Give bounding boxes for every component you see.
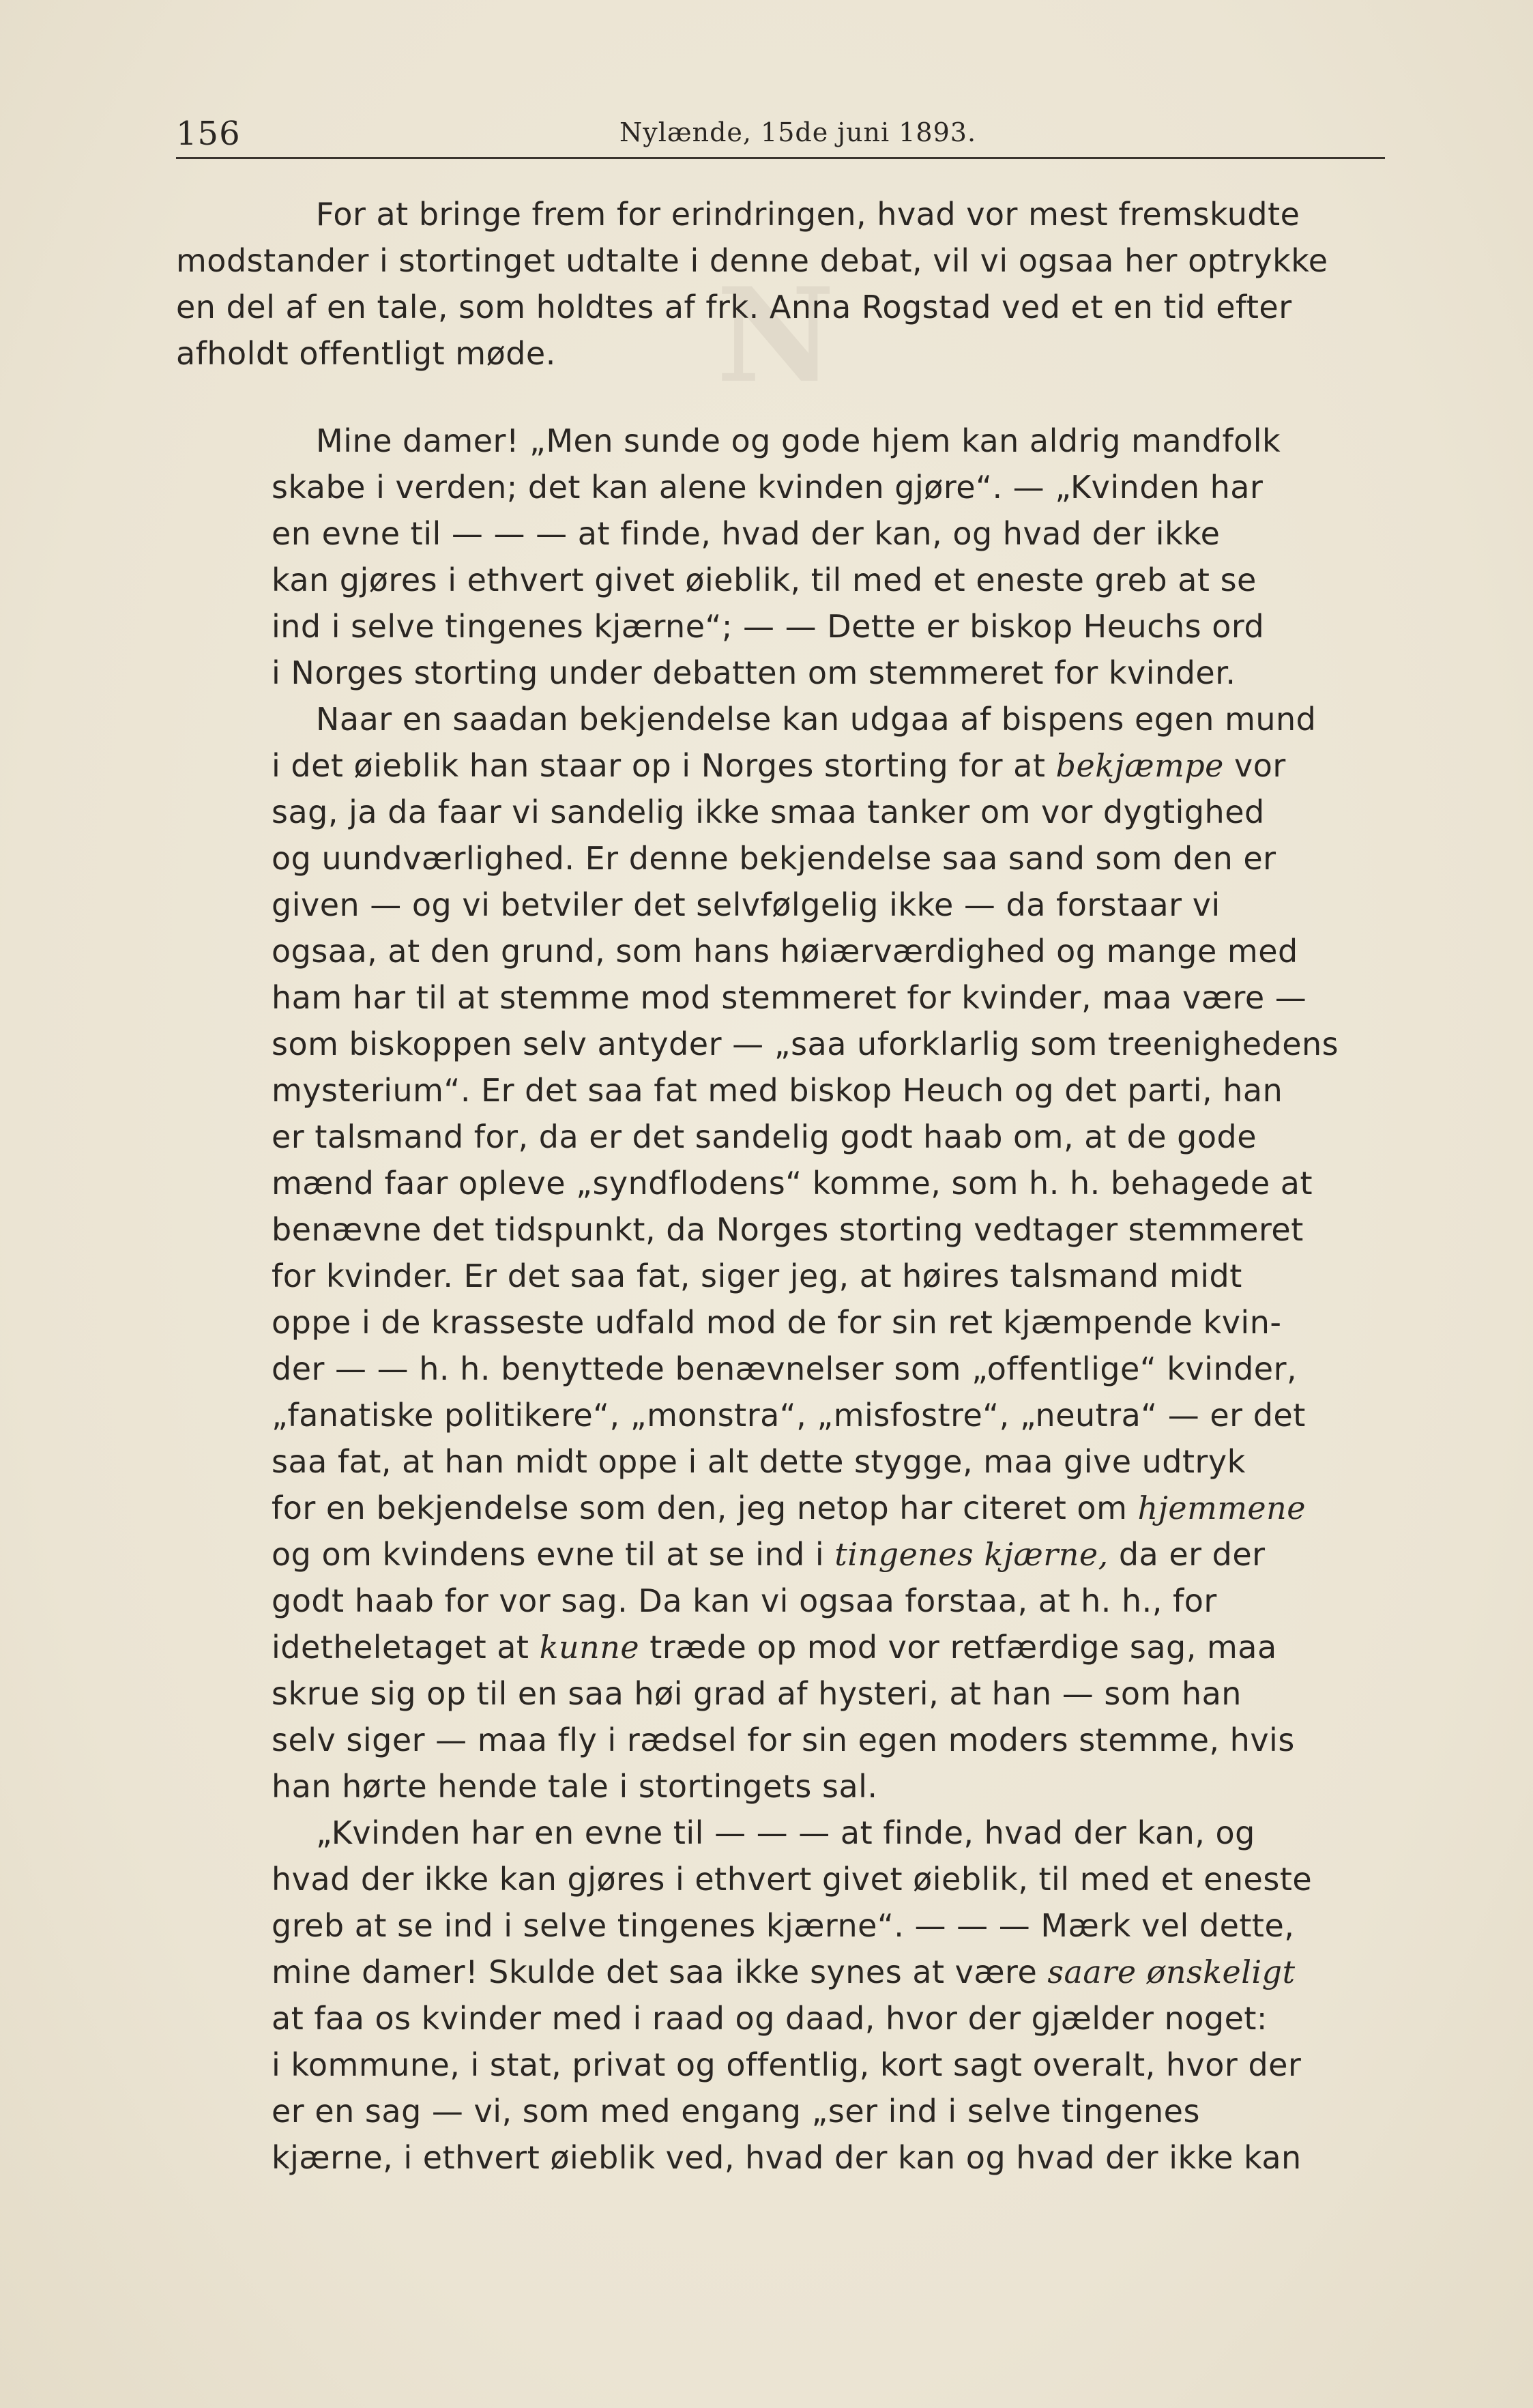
emphasis-text: bekjæmpe xyxy=(1055,747,1224,784)
speech-line: for kvinder. Er det saa fat, siger jeg, at høires talsmand midt xyxy=(272,1258,1242,1294)
speech-line: hvad der ikke kan gjøres i ethvert givet øieblik, til med et eneste xyxy=(272,1861,1313,1898)
emphasis-text: saare ønskeligt xyxy=(1047,1954,1296,1990)
text-run: vor xyxy=(1223,747,1286,784)
speech-line: ham har til at stemme mod stemmeret for kvinder, maa være — xyxy=(272,979,1307,1016)
speech-line: i Norges storting under debatten om stemmeret for kvinder. xyxy=(272,654,1236,691)
speech-line: i kommune, i stat, privat og offentlig, kort sagt overalt, hvor der xyxy=(272,2046,1302,2083)
speech-line: en evne til — — — at finde, hvad der kan, og hvad der ikke xyxy=(272,515,1221,552)
text-run: og om kvindens evne til at se ind i xyxy=(272,1536,835,1573)
speech-line xyxy=(272,742,1404,789)
speech-line: og uundværlighed. Er denne bekjendelse saa sand som den er xyxy=(272,840,1276,877)
intro-line: For at bringe frem for erindringen, hvad vor mest fremskudte xyxy=(316,196,1300,233)
speech-line: han hørte hende tale i stortingets sal. xyxy=(272,1768,878,1805)
speech-line: sag, ja da faar vi sandelig ikke smaa tanker om vor dygtighed xyxy=(272,794,1265,830)
speech-line: kjærne, i ethvert øieblik ved, hvad der kan og hvad der ikke kan xyxy=(272,2139,1302,2176)
text-run: træde op mod vor retfærdige sag, maa xyxy=(639,1629,1277,1666)
emphasis-text: kunne xyxy=(539,1629,640,1666)
speech-line xyxy=(272,1624,1404,1670)
speech-line xyxy=(272,1485,1404,1531)
speech-line: selv siger — maa fly i rædsel for sin egen moders stemme, hvis xyxy=(272,1722,1295,1758)
page-header xyxy=(176,102,1385,159)
speech-line: ind i selve tingenes kjærne“; — — Dette er biskop Heuchs ord xyxy=(272,608,1265,645)
speech-line xyxy=(272,1949,1404,1995)
speech-line: er talsmand for, da er det sandelig godt haab om, at de gode xyxy=(272,1118,1257,1155)
paragraph-gap xyxy=(176,377,1404,418)
intro-line: en del af en tale, som holdtes af frk. Anna Rogstad ved et en tid efter xyxy=(176,289,1292,325)
speech-line: skabe i verden; det kan alene kvinden gjøre“. — „Kvinden har xyxy=(272,469,1264,506)
text-run: i det øieblik han staar op i Norges storting for at xyxy=(272,747,1056,784)
speech-line: Mine damer! „Men sunde og gode hjem kan aldrig mandfolk xyxy=(316,422,1281,459)
speech-line: godt haab for vor sag. Da kan vi ogsaa forstaa, at h. h., for xyxy=(272,1582,1217,1619)
page-number: 156 xyxy=(176,115,241,153)
intro-line: afholdt offentligt møde. xyxy=(176,335,556,372)
speech-line: ogsaa, at den grund, som hans høiærværdighed og mange med xyxy=(272,933,1298,970)
speech-line: saa fat, at han midt oppe i alt dette stygge, maa give udtryk xyxy=(272,1443,1246,1480)
speech-line: Naar en saadan bekjendelse kan udgaa af bispens egen mund xyxy=(316,701,1317,738)
speech-line: mænd faar opleve „syndflodens“ komme, som h. h. behagede at xyxy=(272,1165,1313,1202)
article-body xyxy=(176,191,1404,2181)
speech-line xyxy=(272,1531,1404,1578)
speech-line: skrue sig op til en saa høi grad af hysteri, at han — som han xyxy=(272,1675,1242,1712)
running-head: Nylænde, 15de juni 1893. xyxy=(619,117,977,147)
text-run: for en bekjendelse som den, jeg netop har citeret om xyxy=(272,1490,1138,1526)
speech-line: „fanatiske politikere“, „monstra“, „misfostre“, „neutra“ — er det xyxy=(272,1397,1306,1434)
speech-line: benævne det tidspunkt, da Norges storting vedtager stemmeret xyxy=(272,1211,1304,1248)
text-run: idetheletaget at xyxy=(272,1629,540,1666)
speech-line: kan gjøres i ethvert givet øieblik, til med et eneste greb at se xyxy=(272,562,1257,598)
speech-line: „Kvinden har en evne til — — — at finde, hvad der kan, og xyxy=(316,1814,1255,1851)
speech-line: greb at se ind i selve tingenes kjærne“. — — — Mærk vel dette, xyxy=(272,1907,1295,1944)
speech-line: som biskoppen selv antyder — „saa uforklarlig som treenighedens xyxy=(272,1026,1339,1062)
text-run: da er der xyxy=(1108,1536,1266,1573)
speech-line: der — — h. h. benyttede benævnelser som „offentlige“ kvinder, xyxy=(272,1350,1298,1387)
bleed-through-shadow: N xyxy=(716,259,835,411)
text-run: mine damer! Skulde det saa ikke synes at være xyxy=(272,1954,1048,1990)
speech-line: oppe i de krasseste udfald mod de for sin ret kjæmpende kvin- xyxy=(272,1304,1282,1341)
speech-paragraph-1 xyxy=(176,418,1404,2181)
speech-line: at faa os kvinder med i raad og daad, hvor der gjælder noget: xyxy=(272,2000,1268,2037)
speech-line: er en sag — vi, som med engang „ser ind i selve tingenes xyxy=(272,2093,1200,2130)
emphasis-text: hjemmene xyxy=(1137,1490,1306,1526)
speech-line: given — og vi betviler det selvfølgelig ikke — da forstaar vi xyxy=(272,886,1221,923)
emphasis-text: tingenes kjærne, xyxy=(834,1536,1109,1573)
speech-line: mysterium“. Er det saa fat med biskop Heuch og det parti, han xyxy=(272,1072,1283,1109)
intro-line: modstander i stortinget udtalte i denne debat, vil vi ogsaa her optrykke xyxy=(176,242,1328,279)
